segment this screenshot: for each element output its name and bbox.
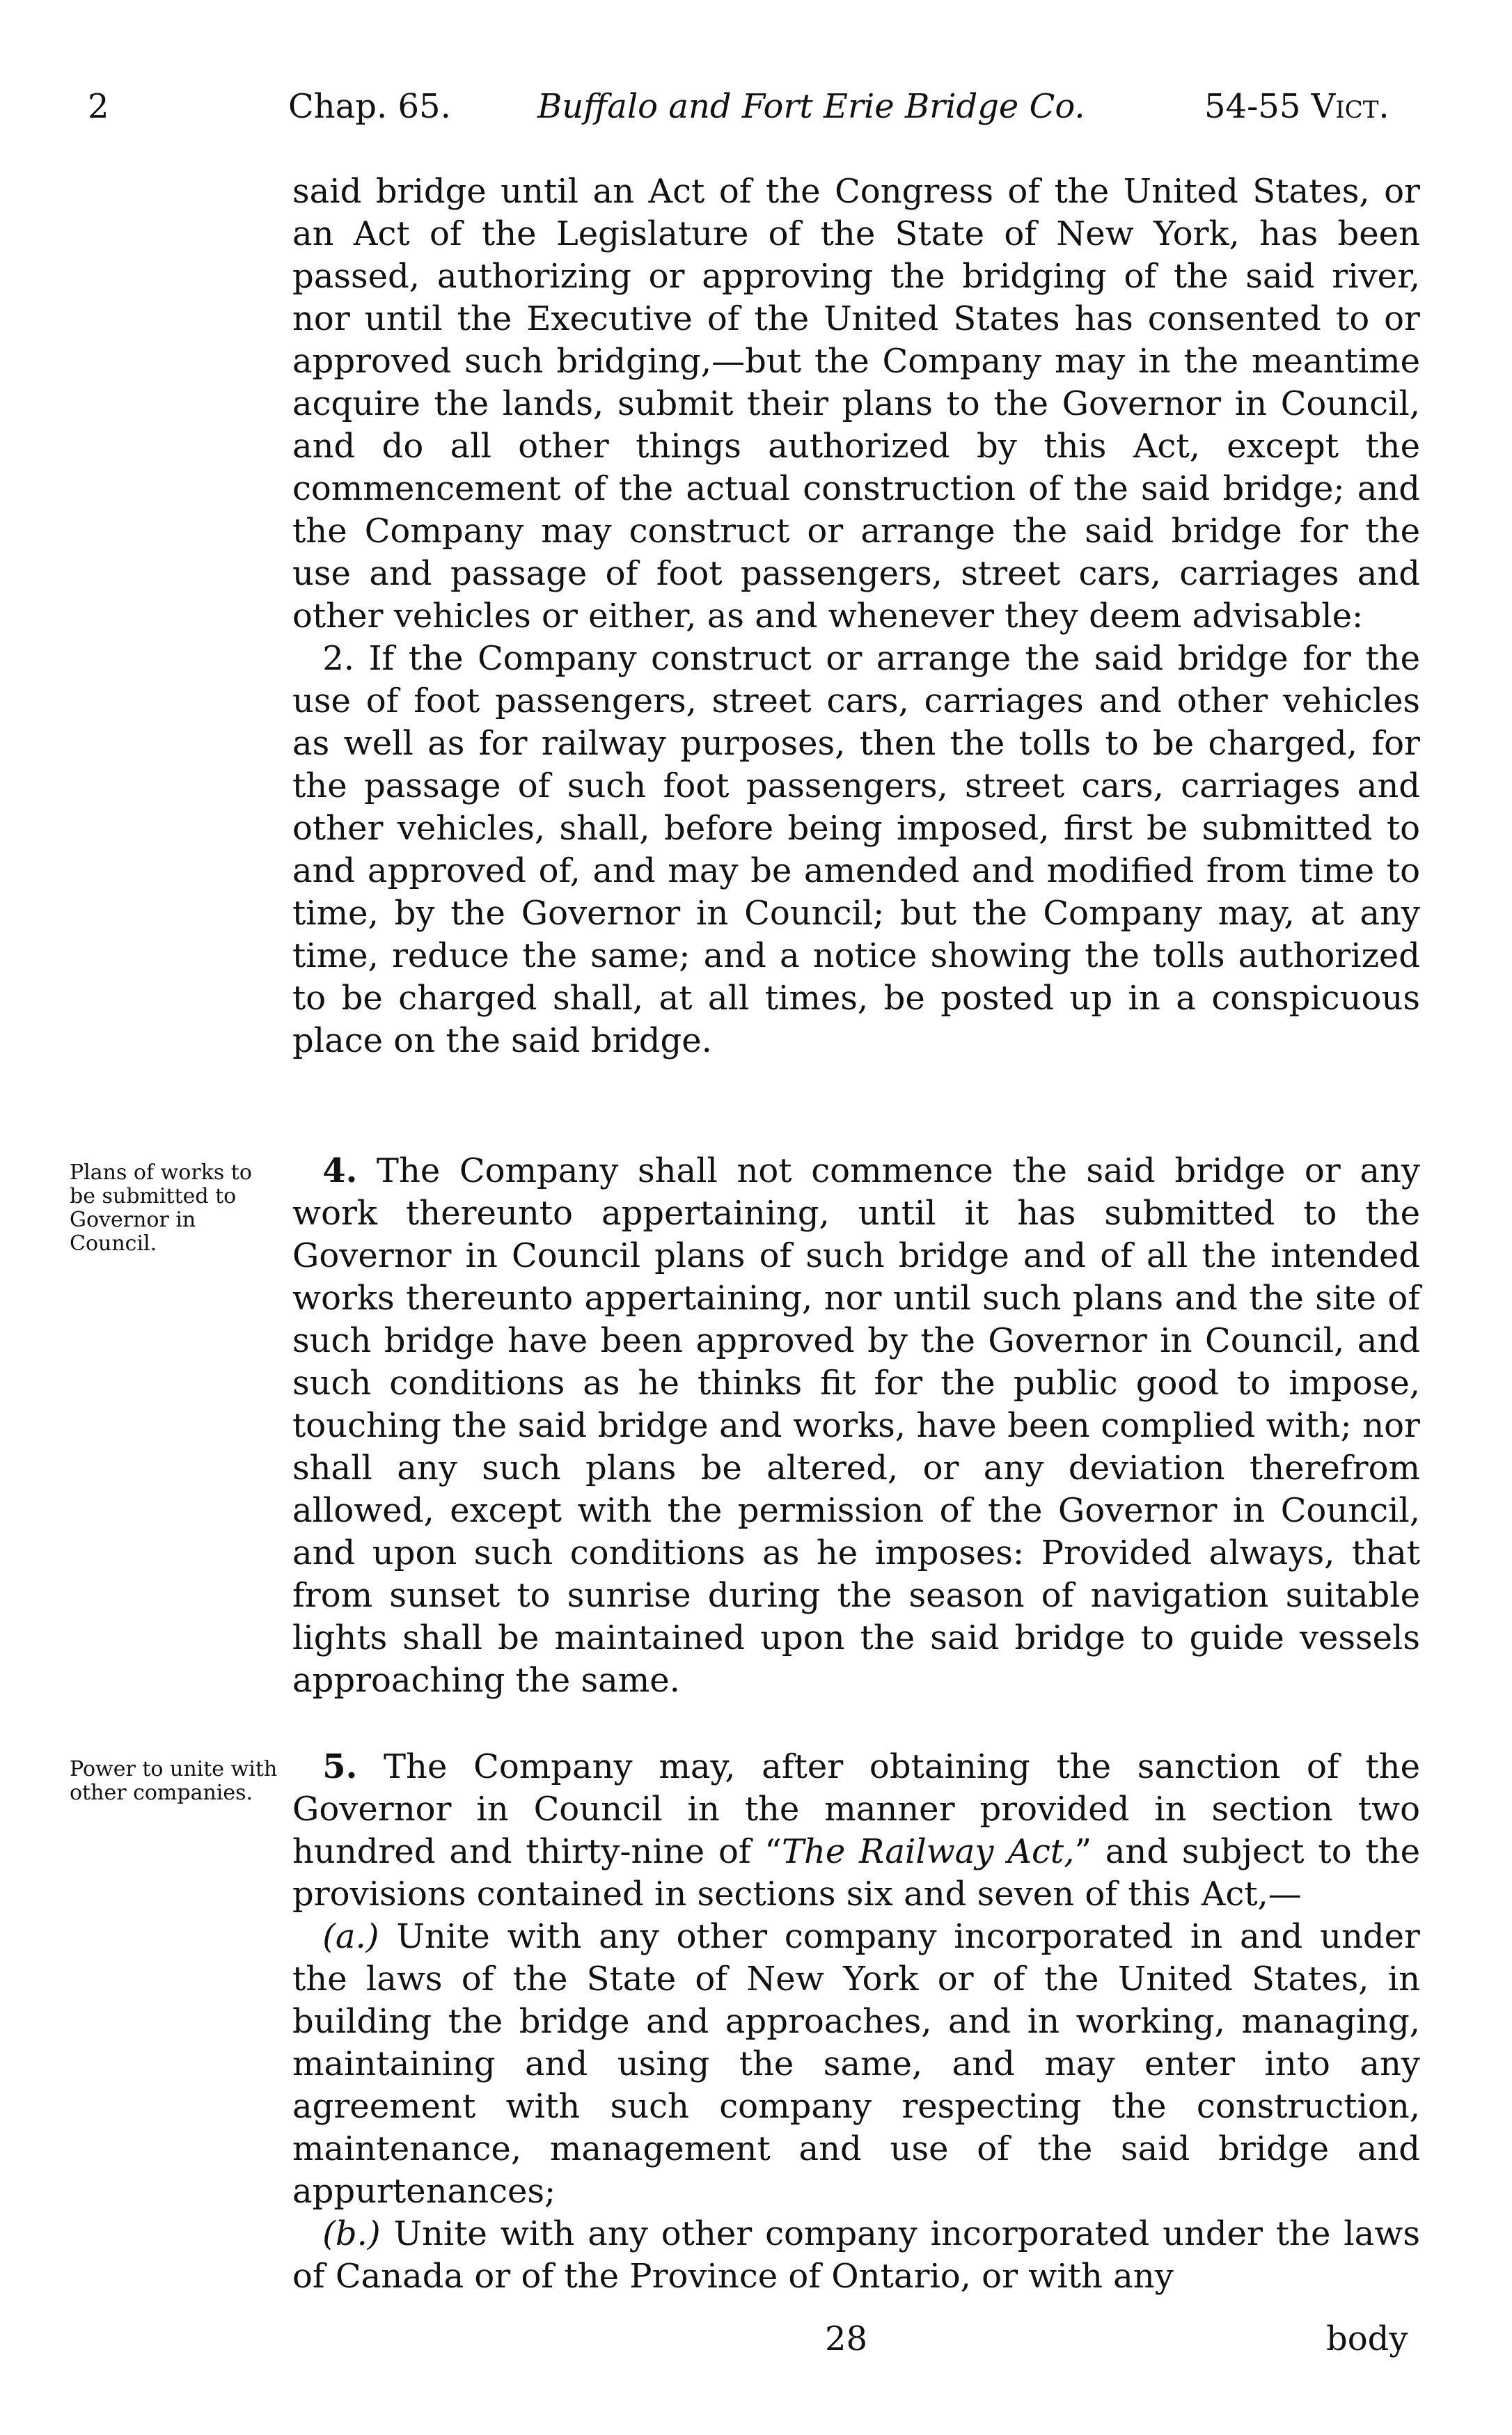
clause-a-text: Unite with any other company incorporated in and under the laws of the State of New York or of the United States, in building the bridge and approaches, and in working, managing, maintaining and using the same, and may enter into any agreement with such company respecting the construction, maintenance, management and use of the said bridge and appurtenances; [292,1917,1421,2211]
chapter-label: Chap. 65. [288,87,451,126]
section-5-text-a: The Company may, after obtaining the sanction of the Governor in Council in the manner provided in section two hundred and thirty-nine of “ [292,1747,1420,1871]
section-4-paragraph [292,1150,1420,1702]
paragraph-continued: said bridge until an Act of the Congress of the United States, or an Act of the Legislature of the State of New York, has been passed, authorizing or approving the bridging of the said river, nor until the Executive of the United States has consented to or approved such bridging,—but the Company may in the meantime acquire the lands, submit their plans to the Governor in Council, and do all other things authorized by this Act, except the commencement of the actual construction of the said bridge; and the Company may construct or arrange the said bridge for the use and passage of foot passengers, street cars, carriages and other vehicles or either, as and whenever they deem advisable: [292,172,1420,636]
paragraph-subsection-2: 2. If the Company construct or arrange the said bridge for the use of foot passengers, street cars, carriages and other vehicles as well as for railway purposes, then the tolls to be charged, for the passage of such foot passengers, street cars, carriages and other vehicles, shall, before being imposed, first be submitted to and approved of, and may be amended and modified from time to time, by the Governor in Council; but the Company may, at any time, reduce the same; and a notice showing the tolls authorized to be charged shall, at all times, be posted up in a conspicuous place on the said bridge. [292,639,1420,1060]
page-number: 2 [88,87,109,126]
section-4-number: 4. [322,1151,358,1190]
signature-mark: 28 [825,2319,868,2358]
clause-b [292,2213,1420,2298]
section-5-paragraph [292,1746,1420,1916]
running-title: Buffalo and Fort Erie Bridge Co. [537,87,1085,126]
section-5-text-b: ” and subject to the provisions contained in sections six and seven of this Act,— [292,1832,1421,1914]
section-4-text: The Company shall not commence the said bridge or any work thereunto appertaining, until it has submitted to the Governor in Council plans of such bridge and of all the intended works thereunto appertaining, nor until such plans and the site of such bridge have been approved by the Governor in Council, and such conditions as he thinks fit for the public good to impose, touching the said bridge and works, have been complied with; nor shall any such plans be altered, or any deviation therefrom allowed, except with the permission of the Governor in Council, and upon such conditions as he imposes: Provided always, that from sunset to sunrise during the season of navigation suitable lights shall be maintained upon the said bridge to guide vessels approaching the same. [292,1151,1421,1700]
clause-a [292,1916,1420,2213]
clause-b-label: (b.) [322,2214,381,2253]
section-5-number: 5. [322,1747,358,1786]
railway-act-title: The Railway Act, [781,1832,1075,1871]
clause-b-text: Unite with any other company incorporated under the laws of Canada or of the Province of Ontario, or with any [292,2214,1420,2296]
section-4 [292,1150,1420,1702]
margin-note-plans: Plans of works to be submitted to Governor in Council. [70,1160,252,1256]
catchword: body [1326,2319,1408,2358]
section-5 [292,1746,1420,2298]
clause-a-label: (a.) [322,1917,379,1956]
session-label: 54-55 Vict. [1204,87,1389,126]
continued-section [292,171,1420,1062]
margin-note-unite: Power to unite with other companies. [70,1757,278,1805]
